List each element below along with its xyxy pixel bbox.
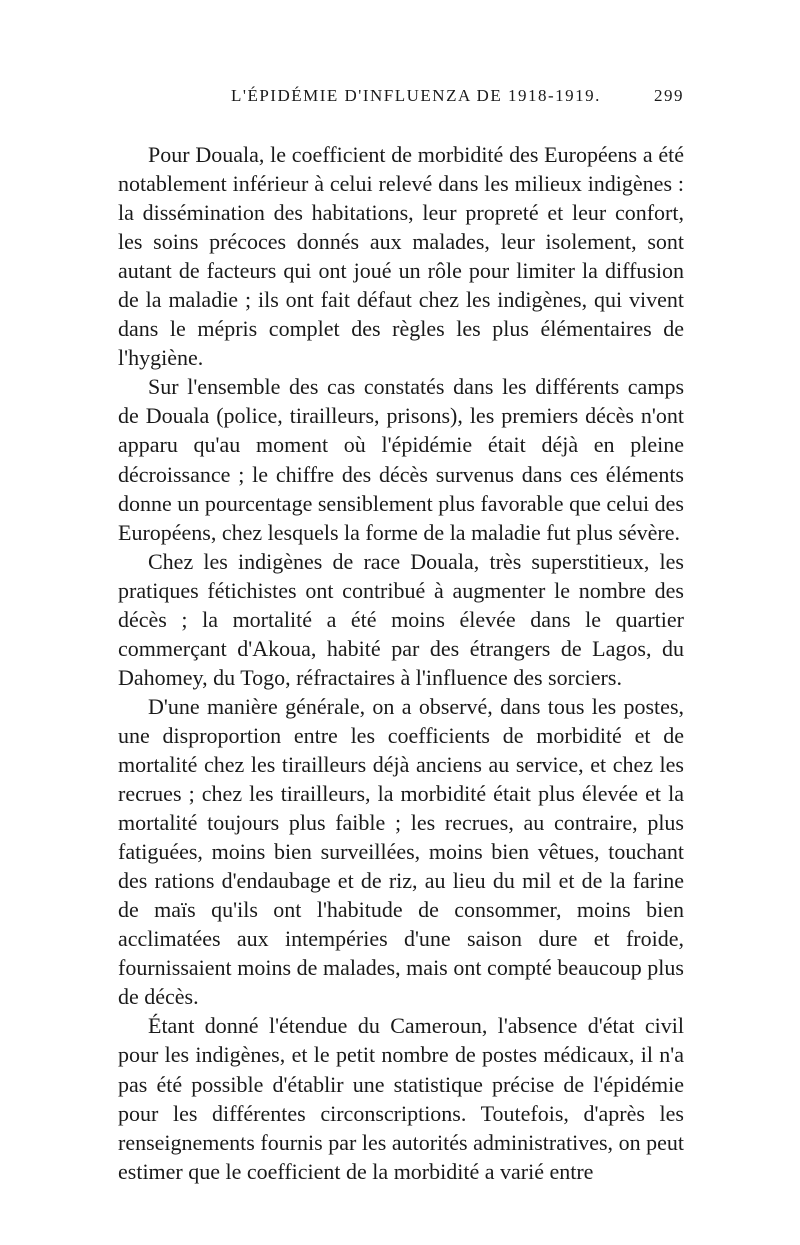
paragraph-4: D'une manière générale, on a observé, dans tous les postes, une disproportion entre les coefficients de morbidité et de mortalité chez les tirailleurs déjà anciens au service, et chez les recrues ; chez les tirailleurs, la morbidité était plus élevée et la mortalité toujours plus faible ; les recrues, au contraire, plus fatiguées, moins bien surveillées, moins bien vêtues, touchant des rations d'endaubage et de riz, au lieu du mil et de la farine de maïs qu'ils ont l'habitude de consommer, moins bien acclimatées aux intempéries d'une saison dure et froide, fournissaient moins de malades, mais ont compté beaucoup plus de décès. [118, 693, 684, 1010]
running-title: L'ÉPIDÉMIE D'INFLUENZA DE 1918-1919. [231, 86, 601, 105]
paragraph-3: Chez les indigènes de race Douala, très superstitieux, les pratiques fétichistes ont contribué à augmenter le nombre des décès ; la mortalité a été moins élevée dans le quartier commerçant d'Akoua, habité par des étrangers de Lagos, du Dahomey, du Togo, réfractaires à l'influence des sorciers. [118, 548, 684, 690]
body-text [118, 140, 684, 1186]
page-number: 299 [654, 86, 684, 105]
paragraph-1: Pour Douala, le coefficient de morbidité des Européens a été notablement inférieur à celui relevé dans les milieux indigènes : la dissémination des habitations, leur propreté et leur confort, les soins précoces donnés aux malades, leur isolement, sont autant de facteurs qui ont joué un rôle pour limiter la diffusion de la maladie ; ils ont fait défaut chez les indigènes, qui vivent dans le mépris complet des règles les plus élémentaires de l'hygiène. [118, 142, 684, 371]
running-head [118, 86, 684, 116]
paragraph-2: Sur l'ensemble des cas constatés dans les différents camps de Douala (police, tirailleurs, prisons), les premiers décès n'ont apparu qu'au moment où l'épidémie était déjà en pleine décroissance ; le chiffre des décès survenus dans ces éléments donne un pourcentage sensiblement plus favorable que celui des Européens, chez lesquels la forme de la maladie fut plus sévère. [118, 374, 684, 545]
book-page [118, 86, 684, 1186]
paragraph-5: Étant donné l'étendue du Cameroun, l'absence d'état civil pour les indigènes, et le petit nombre de postes médicaux, il n'a pas été possible d'établir une statistique précise de l'épidémie pour les différentes circonscriptions. Toutefois, d'après les renseignements fournis par les autorités administratives, on peut estimer que le coefficient de la morbidité a varié entre [118, 1013, 684, 1184]
